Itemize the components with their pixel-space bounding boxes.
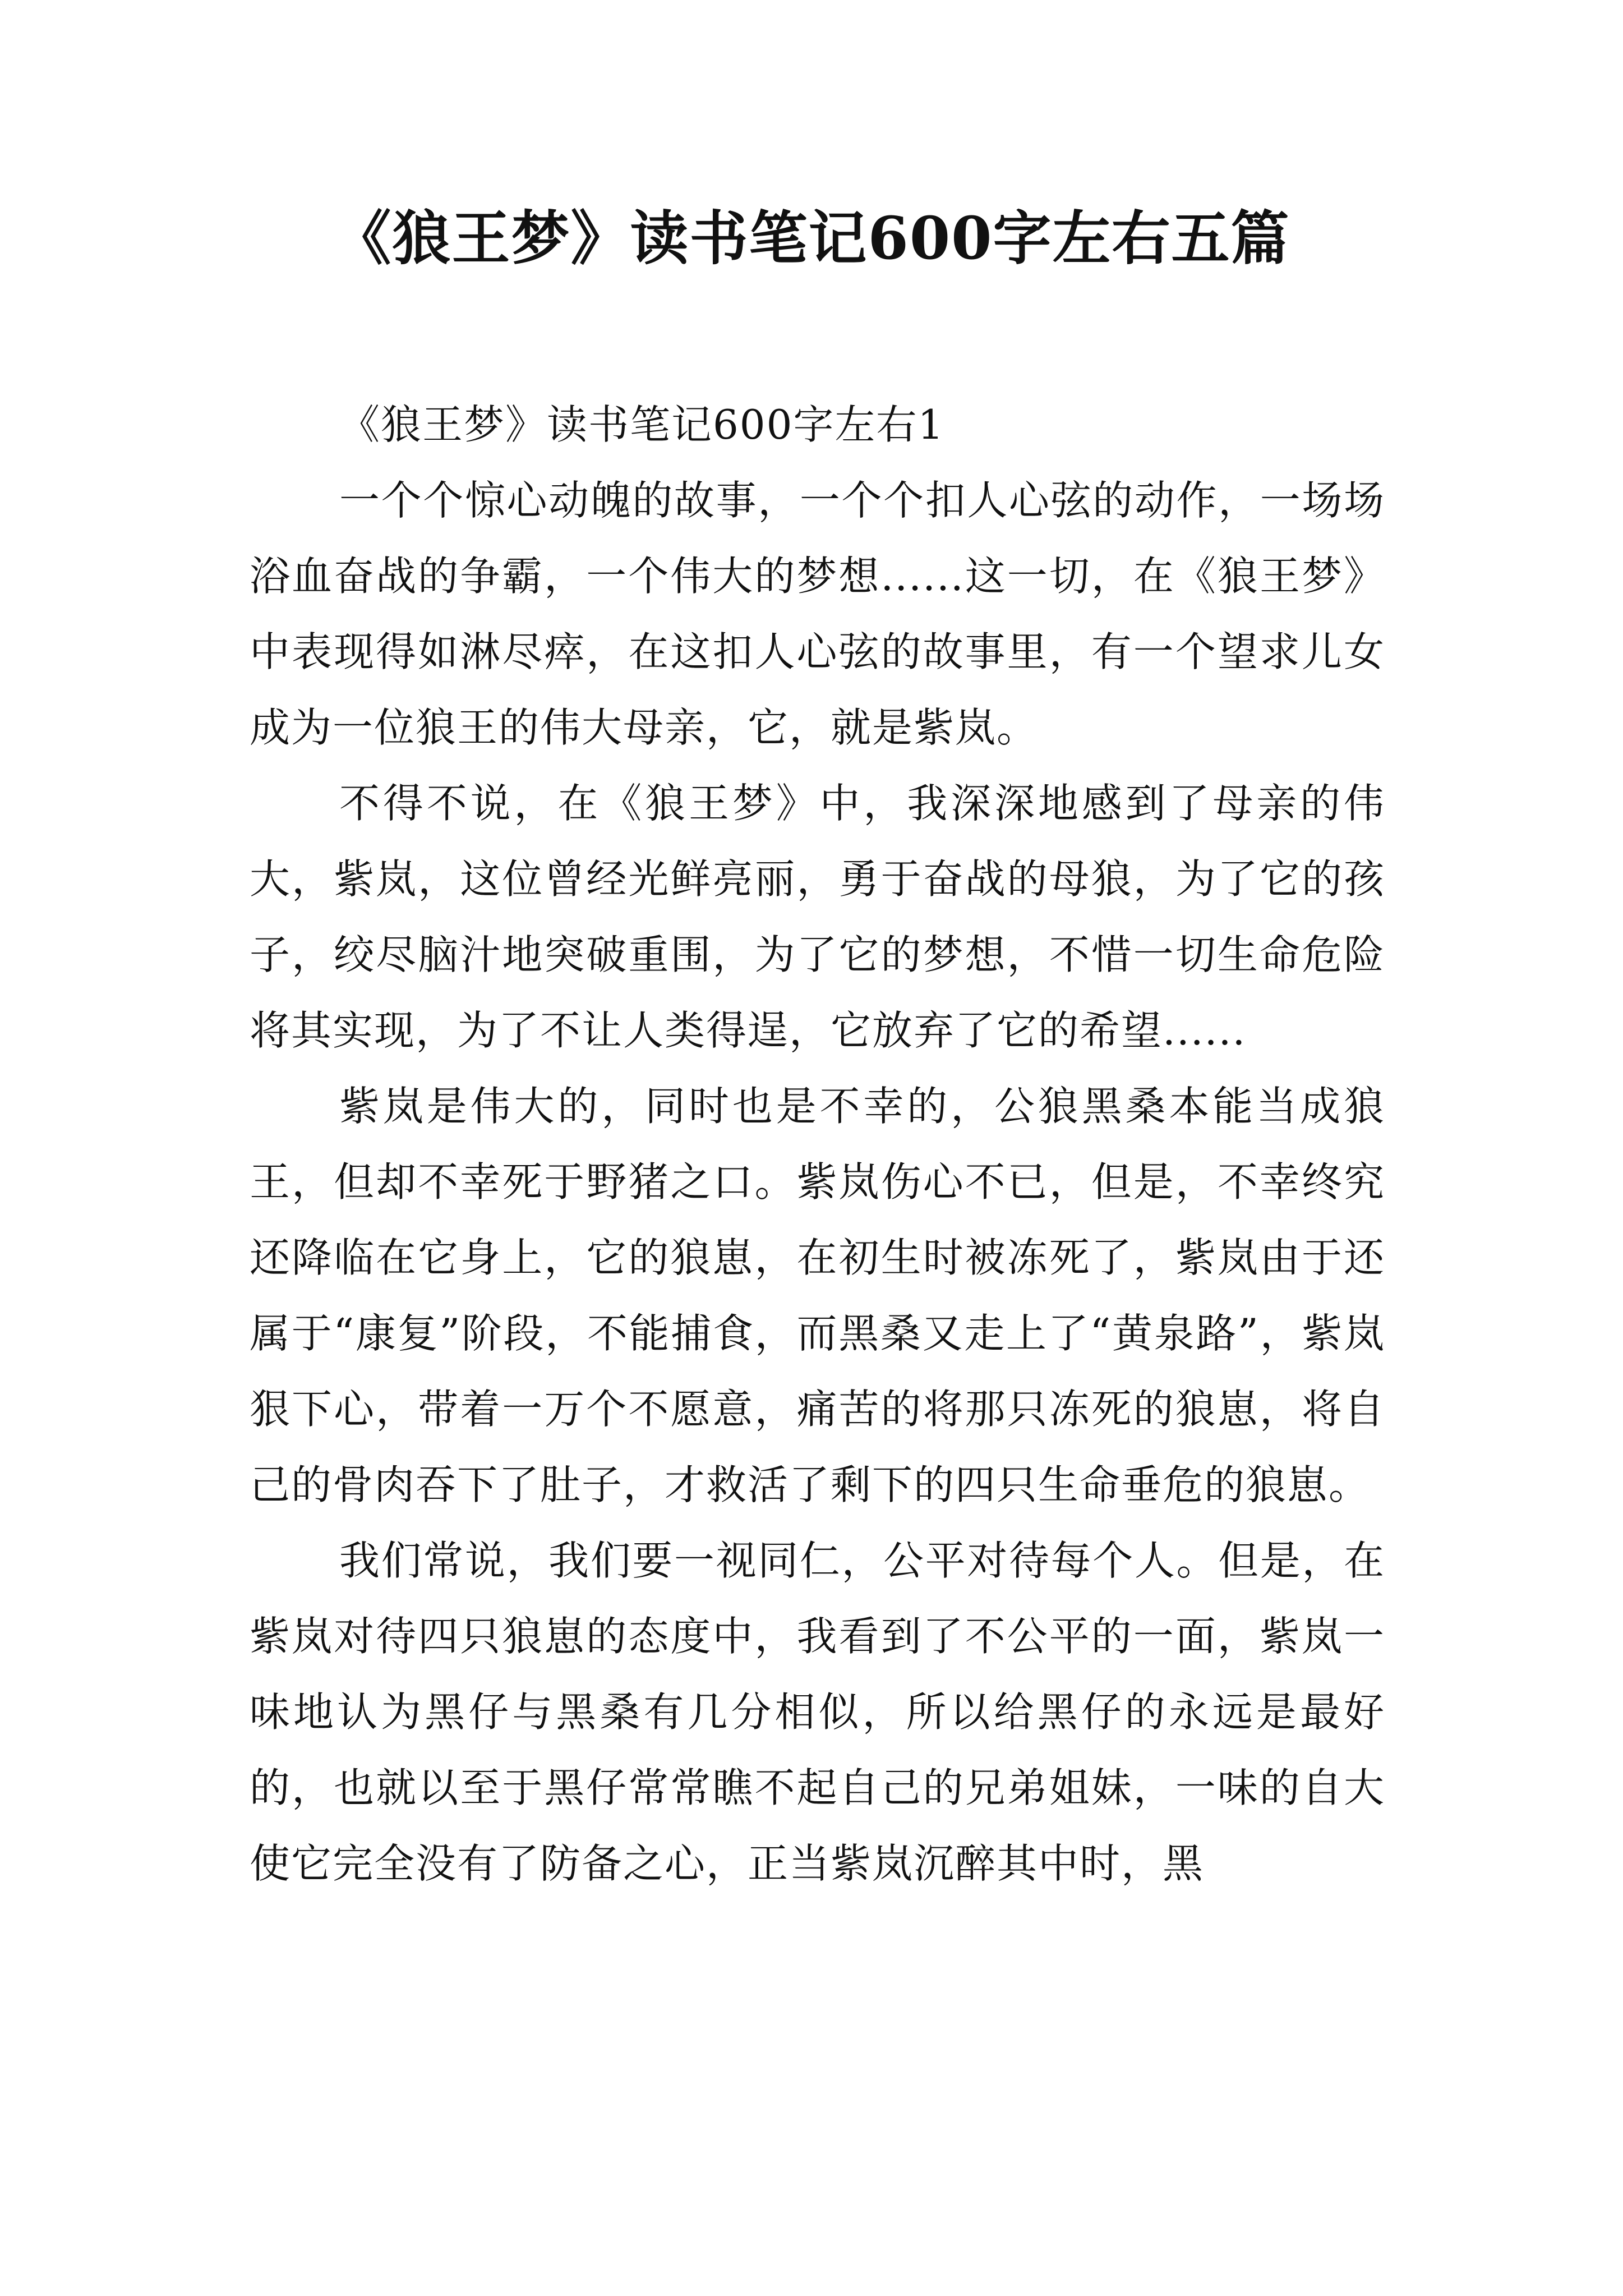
document-title: 《狼王梦》读书笔记600字左右五篇 <box>333 204 1290 273</box>
paragraph: 紫岚是伟大的，同时也是不幸的，公狼黑桑本能当成狼王，但却不幸死于野猪之口。紫岚伤心不已，但是，不幸终究还降临在它身上，它的狼崽，在初生时被冻死了，紫岚由于还属于“康复”阶段，不能捕食，而黑桑又走上了“黄泉路”，紫岚狠下心，带着一万个不愿意，痛苦的将那只冻死的狼崽，将自己的骨肉吞下了肚子，才救活了剩下的四只生命垂危的狼崽。 <box>250 1083 1385 1508</box>
section-heading: 《狼王梦》读书笔记600字左右1 <box>339 401 945 448</box>
paragraph: 我们常说，我们要一视同仁，公平对待每个人。但是，在紫岚对待四只狼崽的态度中，我看到了不公平的一面，紫岚一味地认为黑仔与黑桑有几分相似，所以给黑仔的永远是最好的，也就以至于黑仔常常瞧不起自己的兄弟姐妹，一味的自大使它完全没有了防备之心，正当紫岚沉醉其中时，黑 <box>250 1537 1385 1887</box>
document-body <box>250 387 1385 1902</box>
paragraph: 不得不说，在《狼王梦》中，我深深地感到了母亲的伟大，紫岚，这位曾经光鲜亮丽，勇于奋战的母狼，为了它的孩子，绞尽脑汁地突破重围，为了它的梦想，不惜一切生命危险将其实现，为了不让人类得逞，它放弃了它的希望...... <box>250 780 1385 1054</box>
paragraph: 一个个惊心动魄的故事，一个个扣人心弦的动作，一场场浴血奋战的争霸，一个伟大的梦想......这一切，在《狼王梦》中表现得如淋尽瘁，在这扣人心弦的故事里，有一个望求儿女成为一位狼王的伟大母亲，它，就是紫岚。 <box>250 477 1385 751</box>
